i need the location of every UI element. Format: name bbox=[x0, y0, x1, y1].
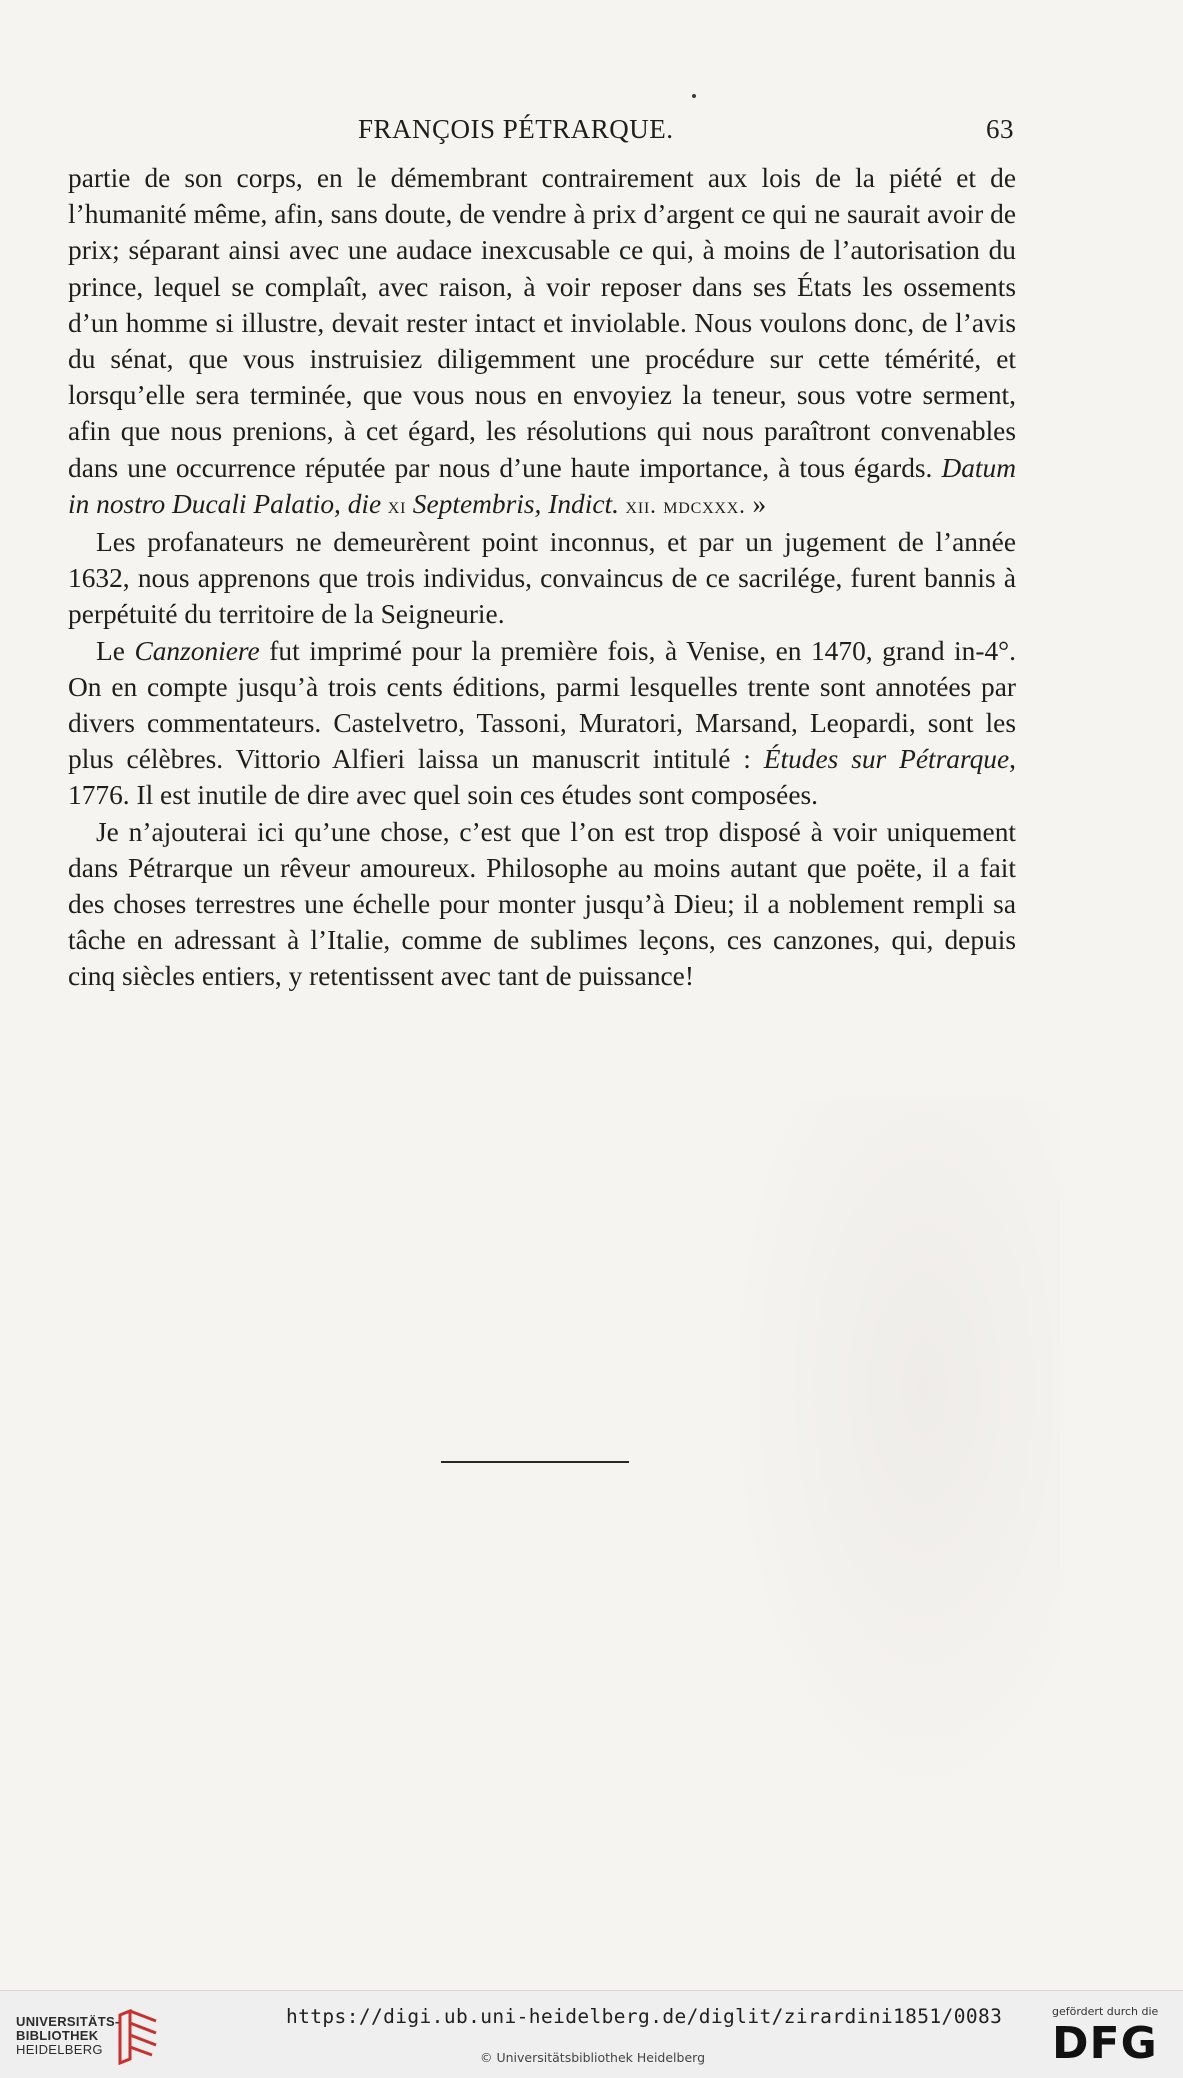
text-segment: partie de son corps, en le démembrant contrairement aux lois de la piété et de l’humanité même, afin, sans doute, de vendre à prix d’argent ce qui ne saurait avoir de prix; séparant ainsi avec une audace inexcusable ce qui, à moins de l’autorisation du prince, lequel se complaît, avec raison, à voir reposer dans ses États les ossements d’un homme si illustre, devait rester intact et inviolable. Nous voulons donc, de l’avis du sénat, que vous instruisiez diligemment une procédure sur cette témérité, et lorsqu’elle sera terminée, que vous nous en envoyiez la teneur, sous votre serment, afin que nous prenions, à cet égard, les résolutions qui nous paraîtront convenables dans une occurrence réputée par nous d’une haute importance, à tous égards. bbox=[68, 163, 1016, 483]
library-name[interactable] bbox=[16, 2015, 120, 2057]
text-segment: Je n’ajouterai ici qu’une chose, c’est que l’on est trop disposé à voir uniquement dans Pétrarque un rêveur amoureux. Philosophe au moins autant que poëte, il a fait des choses terrestres une échelle pour monter jusqu’à Dieu; il a noblement rempli sa tâche en adressant à l’Italie, comme de sublimes leçons, ces canzones, qui, depuis cinq siècles entiers, y retentissent avec tant de puissance! bbox=[68, 816, 1016, 992]
text-segment: , 1776. Il est inutile de dire avec quel soin ces études sont composées. bbox=[68, 744, 1017, 811]
show-through-shading bbox=[720, 1100, 1060, 1820]
body-text bbox=[68, 160, 1016, 995]
library-name-line: UNIVERSITÄTS- bbox=[16, 2014, 120, 2029]
copyright-notice: © Universitätsbibliothek Heidelberg bbox=[480, 2050, 706, 2065]
footnote-rule bbox=[441, 1461, 629, 1463]
text-segment: Le bbox=[96, 635, 135, 666]
italic-text: Datum in nostro Ducali Palatio, die bbox=[68, 452, 1016, 519]
running-head bbox=[68, 114, 1016, 154]
viewer-footer bbox=[0, 1990, 1183, 2078]
paragraph bbox=[68, 524, 1016, 633]
sponsor-caption: gefördert durch die bbox=[1052, 2005, 1159, 2018]
library-name-line: BIBLIOTHEK bbox=[16, 2028, 99, 2043]
italic-text: Septembris, Indict. bbox=[412, 488, 619, 519]
text-segment: fut imprimé pour la première fois, à Venise, en 1470, grand in-4°. On en compte jusqu’à trois cents éditions, parmi lesquelles trente sont annotées par divers commentateurs. Castelvetro, Tassoni, Muratori, Marsand, Leopardi, sont les plus célèbres. Vittorio Alfieri laissa un manuscrit intitulé : bbox=[68, 635, 1016, 775]
text-segment: Les profanateurs ne demeurèrent point inconnus, et par un jugement de l’année 1632, nous apprenons que trois individus, convaincus de ce sacrilége, furent bannis à perpétuité du territoire de la Seigneurie. bbox=[68, 527, 1016, 630]
paragraph bbox=[68, 160, 1016, 524]
italic-text: Canzoniere bbox=[134, 635, 260, 666]
paragraph bbox=[68, 814, 1016, 995]
library-name-line: HEIDELBERG bbox=[16, 2042, 103, 2057]
running-title: FRANÇOIS PÉTRARQUE. bbox=[358, 114, 674, 144]
smallcaps-text: xii. mdcxxx. bbox=[618, 492, 746, 518]
text-segment: » bbox=[745, 488, 767, 519]
paragraph bbox=[68, 633, 1016, 814]
document-url-link[interactable]: https://digi.ub.uni-heidelberg.de/diglit/zirardini1851/0083 bbox=[286, 2005, 1003, 2028]
library-logo-icon[interactable] bbox=[116, 2009, 166, 2065]
smallcaps-text: xi bbox=[381, 492, 413, 518]
ornament-dot bbox=[692, 94, 696, 98]
dfg-logo[interactable]: DFG bbox=[1052, 2018, 1158, 2069]
italic-text: Études sur Pétrarque bbox=[763, 744, 1010, 775]
page-number: 63 bbox=[986, 114, 1014, 144]
